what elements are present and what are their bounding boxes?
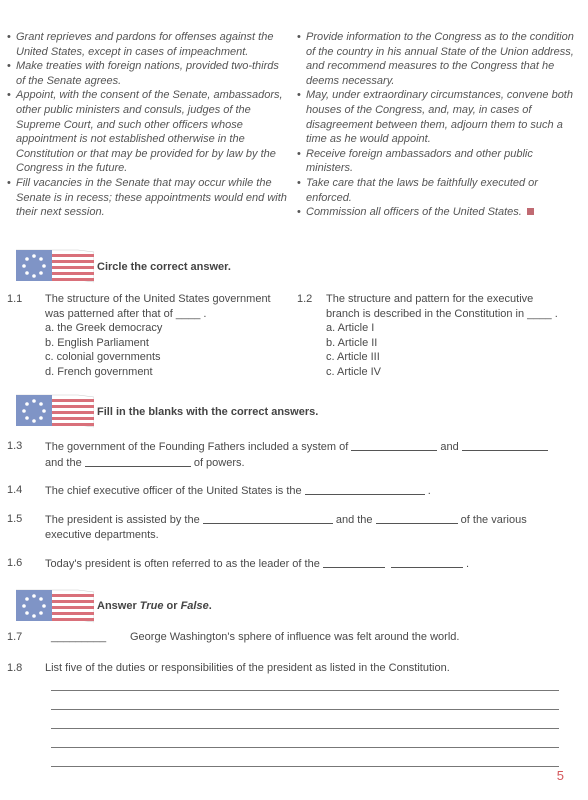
duties-column-right <box>297 30 577 220</box>
answer-blank[interactable] <box>462 439 548 451</box>
question-number: 1.4 <box>7 484 23 496</box>
question-text: List five of the duties or responsibilities of the president as listed in the Constitution. <box>45 662 450 674</box>
question-1-3 <box>7 439 577 471</box>
duty-bullet-text: Commission all officers of the United States. <box>306 206 522 219</box>
answer-line[interactable] <box>51 709 559 710</box>
section-title-text: . <box>208 600 212 612</box>
answer-blank[interactable] <box>305 483 425 495</box>
question-text: The structure and pattern for the executive <box>326 293 534 305</box>
flag-icon <box>16 588 94 624</box>
question-1-7 <box>7 630 577 646</box>
duties-column-left <box>7 30 289 220</box>
duty-bullet: • Make treaties with foreign nations, provided two-thirds of the Senate agrees. <box>7 59 289 88</box>
answer-line[interactable] <box>51 747 559 748</box>
answer-blank[interactable] <box>351 439 437 451</box>
question-number: 1.7 <box>7 631 23 643</box>
answer-blank[interactable]: _________ <box>51 631 107 643</box>
answer-option[interactable]: d. French government <box>45 365 153 378</box>
section-title: Fill in the blanks with the correct answers. <box>97 406 319 418</box>
answer-blank[interactable] <box>391 556 463 568</box>
duty-bullet: • Take care that the laws be faithfully executed or enforced. <box>297 176 577 205</box>
answer-option[interactable]: c. colonial governments <box>45 351 161 364</box>
duty-bullet: • Appoint, with the consent of the Senate, ambassadors, other public ministers and consuls, judges of the Supreme Court, and such other officers whose appointment is not established otherwise in the Constitution or that may be provided for by law by the Congress in the future. <box>7 88 289 176</box>
section-title: Circle the correct answer. <box>97 261 231 273</box>
section-title-text: False <box>180 600 209 612</box>
question-text: and the <box>45 456 82 469</box>
question-1-5 <box>7 512 577 544</box>
question-number: 1.2 <box>297 293 313 305</box>
answer-line[interactable] <box>51 766 559 767</box>
answer-line[interactable] <box>51 690 559 691</box>
page-number: 5 <box>556 768 564 783</box>
question-number: 1.1 <box>7 293 23 305</box>
duty-bullet <box>297 205 577 220</box>
section-title <box>97 600 212 612</box>
answer-blank[interactable] <box>85 455 191 467</box>
question-text: George Washington's sphere of influence was felt around the world. <box>130 631 460 643</box>
answer-blank[interactable] <box>323 556 385 568</box>
answer-line[interactable] <box>51 728 559 729</box>
question-1-4 <box>7 483 577 499</box>
question-1-8 <box>7 661 577 677</box>
answer-blank[interactable] <box>203 512 333 524</box>
duty-bullet: • Receive foreign ambassadors and other public ministers. <box>297 147 577 176</box>
question-text: and <box>440 441 459 453</box>
question-number: 1.5 <box>7 513 23 525</box>
question-text: Today's president is often referred to as the leader of the <box>45 558 320 570</box>
duty-bullet: • Provide information to the Congress as to the condition of the country in his annual State of the Union address, and recommend measures to the Congress that he deems necessary. <box>297 30 577 88</box>
question-text: The structure of the United States government <box>45 293 271 305</box>
question-1-6 <box>7 556 577 572</box>
question-number: 1.3 <box>7 440 23 452</box>
flag-icon <box>16 248 94 284</box>
question-text: . <box>427 485 431 497</box>
question-number: 1.6 <box>7 557 23 569</box>
section-title-text: or <box>163 600 181 612</box>
duty-bullet: • Fill vacancies in the Senate that may occur while the Senate is in recess; these appointments would end with their next session. <box>7 176 289 220</box>
answer-option[interactable]: c. Article III <box>326 351 380 364</box>
end-mark-icon <box>527 208 534 215</box>
question-text: was patterned after that of ____ . <box>45 307 207 320</box>
section-title-text: Answer <box>97 600 140 612</box>
question-text: executive departments. <box>45 528 159 541</box>
section-title-text: True <box>139 600 164 612</box>
question-text: The chief executive officer of the United States is the <box>45 485 302 497</box>
question-text: The government of the Founding Fathers included a system of <box>45 441 349 453</box>
answer-option[interactable]: a. Article I <box>326 322 375 335</box>
flag-icon <box>16 393 94 429</box>
question-text: The president is assisted by the <box>45 514 200 526</box>
question-text: of the various <box>460 514 527 526</box>
question-text: and the <box>335 514 373 526</box>
answer-option[interactable]: a. the Greek democracy <box>45 322 163 335</box>
question-text: . <box>466 558 470 570</box>
answer-blank[interactable] <box>376 512 458 524</box>
question-number: 1.8 <box>7 662 23 674</box>
answer-option[interactable]: b. English Parliament <box>45 336 149 349</box>
question-text: of powers. <box>193 456 245 469</box>
question-text: branch is described in the Constitution in ____ . <box>326 307 558 320</box>
answer-option[interactable]: b. Article II <box>326 336 378 349</box>
duty-bullet: • May, under extraordinary circumstances, convene both houses of the Congress, and, may, in cases of disagreement between them, adjourn them to such a time as he would appoint. <box>297 88 577 146</box>
duty-bullet: • Grant reprieves and pardons for offenses against the United States, except in cases of impeachment. <box>7 30 289 59</box>
answer-option[interactable]: c. Article IV <box>326 365 382 378</box>
